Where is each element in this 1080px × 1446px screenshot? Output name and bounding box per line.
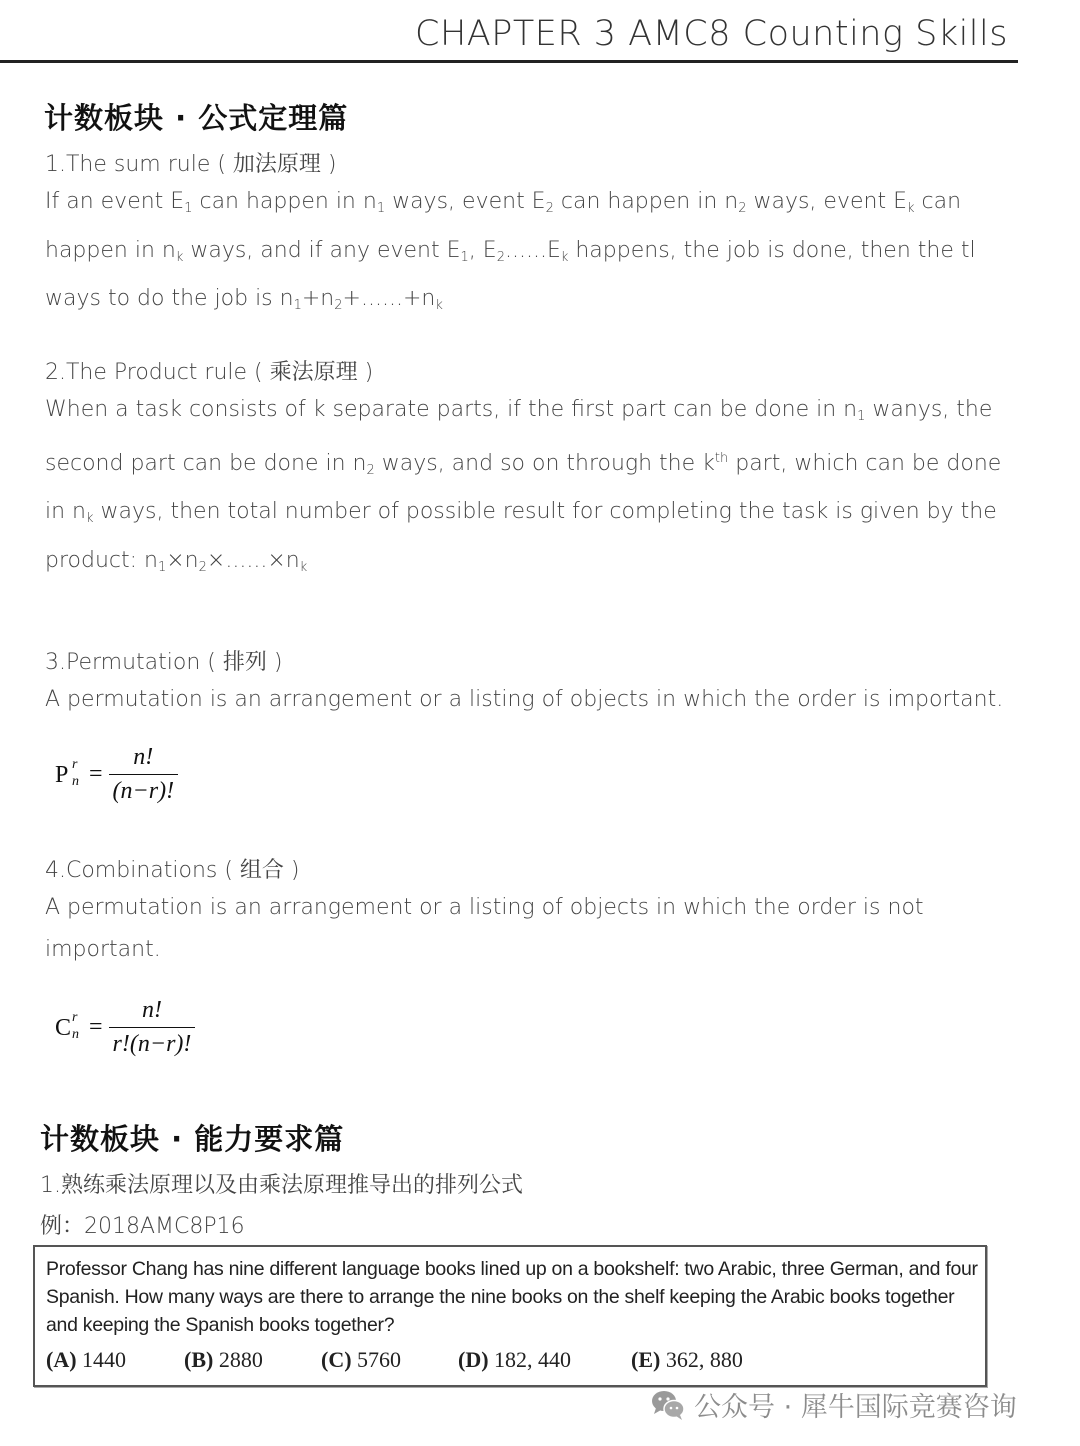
item-title-permutation: 3.Permutation ( 排列 ) bbox=[45, 650, 283, 675]
section-heading-formulas: 计数板块 · 公式定理篇 bbox=[44, 101, 349, 135]
ability-item-title: 1.熟练乘法原理以及由乘法原理推导出的排列公式 bbox=[40, 1173, 523, 1198]
formula-fraction: $\frac{n!}{r!(n-r)!}$ bbox=[109, 997, 196, 1058]
watermark-text: 公众号 · 犀牛国际竞赛咨询 bbox=[694, 1392, 1017, 1423]
text-line: product: $n_1\times n_2\times......\times n_k$ bbox=[45, 547, 308, 575]
combinations-text: A permutation is an arrangement or a listing of objects in which the order is not important. bbox=[45, 895, 924, 962]
item-title-sum-rule: 1.The sum rule ( 加法原理 ) bbox=[45, 152, 337, 177]
section-heading-abilities: 计数板块 · 能力要求篇 bbox=[40, 1122, 345, 1156]
choice-d: (D) 182, 440 bbox=[458, 1347, 572, 1372]
text-line: in $n_k$ ways, then total number of possible result for completing the task is given by the bbox=[45, 499, 997, 526]
permutation-formula: P r n = $\frac{n!}{(n-r)!}$ bbox=[55, 744, 178, 805]
text-line: happen in $n_k$ ways, and if any event $E_1$, $E_2......E_k$ happens, the job is done, then the tl bbox=[45, 237, 976, 265]
problem-box bbox=[33, 1245, 987, 1387]
item-title-combinations: 4.Combinations ( 组合 ) bbox=[45, 858, 300, 883]
item-title-product-rule: 2.The Product rule ( 乘法原理 ) bbox=[45, 360, 374, 385]
text-line: second part can be done in $n_2$ ways, and so on through the $k^{th}$ part, which can be done bbox=[45, 450, 1002, 478]
wechat-icon bbox=[650, 1389, 686, 1421]
permutation-text: A permutation is an arrangement or a listing of objects in which the order is important. bbox=[45, 687, 1004, 712]
choice-e: (E) 362, 880 bbox=[631, 1347, 743, 1372]
formula-symbol: C r n bbox=[55, 1009, 79, 1042]
choice-b: (B) 2880 bbox=[184, 1347, 263, 1372]
combinations-formula: C r n = $\frac{n!}{r!(n-r)!}$ bbox=[55, 997, 195, 1058]
problem-text: Professor Chang has nine different language books lined up on a bookshelf: two Arabic, three German, and four Spanish. How many ways are there to arrange the nine books on the shelf keeping the Arabic books together and keeping the Spanish books together? bbox=[46, 1258, 978, 1336]
example-label: 例：2018AMC8P16 bbox=[40, 1214, 245, 1239]
chapter-header bbox=[0, 12, 1018, 63]
answer-choices bbox=[46, 1347, 743, 1373]
text-line: ways to do the job is $n_1+n_2+......+n_k$ bbox=[45, 286, 443, 313]
chapter-title: CHAPTER 3 AMC8 Counting Skills bbox=[415, 14, 1008, 54]
sum-rule-text bbox=[45, 181, 976, 327]
choice-c: (C) 5760 bbox=[321, 1347, 402, 1372]
formula-fraction: $\frac{n!}{(n-r)!}$ bbox=[109, 744, 179, 805]
product-rule-text bbox=[45, 389, 1001, 588]
text-line: When a task consists of k separate parts, if the first part can be done in $n_1$ wanys, the bbox=[45, 397, 993, 424]
watermark bbox=[650, 1385, 1017, 1424]
formula-symbol: P r n bbox=[55, 756, 79, 789]
choice-a: (A) 1440 bbox=[46, 1347, 127, 1372]
text-line: If an event $E_1$ can happen in $n_1$ ways, event $E_2$ can happen in $n_2$ ways, event $E_k$ can bbox=[45, 189, 962, 216]
